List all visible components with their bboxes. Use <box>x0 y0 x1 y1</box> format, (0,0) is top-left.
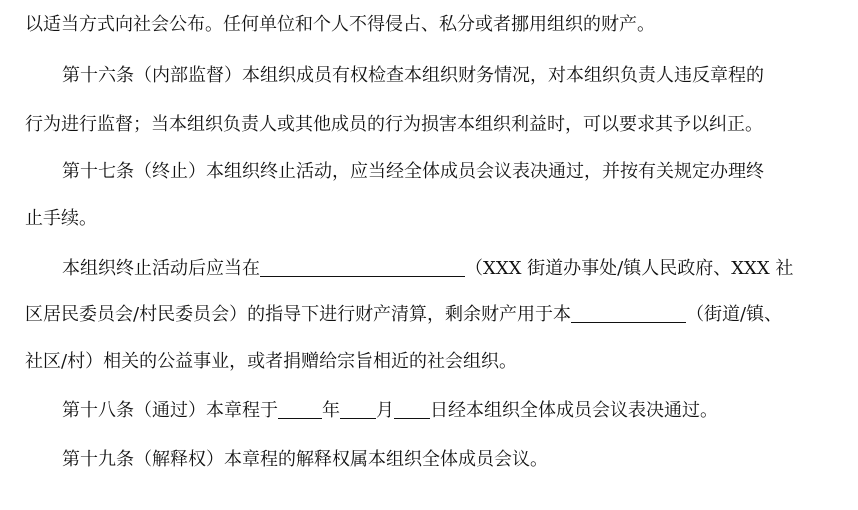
text-segment: （街道/镇、 <box>686 304 783 325</box>
text-line: 第十七条（终止）本组织终止活动，应当经全体成员会议表决通过，并按有关规定办理终 <box>62 161 764 182</box>
article-16-line-1 <box>62 64 764 88</box>
text-segment: （XXX 街道办事处/镇人民政府、XXX 社 <box>465 258 794 279</box>
article-17-line-1 <box>62 160 764 184</box>
month-label: 月 <box>376 400 394 421</box>
article-17-line-2 <box>25 207 97 231</box>
blank-underline-month <box>340 400 376 419</box>
blank-underline-locality <box>571 304 686 323</box>
article-19-line <box>62 448 548 472</box>
text-line: 行为进行监督；当本组织负责人或其他成员的行为损害本组织利益时，可以要求其予以纠正。 <box>25 114 763 135</box>
termination-line-3 <box>25 350 517 374</box>
text-segment: 本组织终止活动后应当在 <box>62 258 260 279</box>
paragraph-public-disclosure-line <box>25 13 655 37</box>
termination-line-1 <box>62 257 793 281</box>
blank-underline-organization <box>260 258 465 277</box>
termination-line-2 <box>25 303 782 327</box>
blank-underline-day <box>394 400 430 419</box>
text-line: 第十六条（内部监督）本组织成员有权检查本组织财务情况，对本组织负责人违反章程的 <box>62 65 764 86</box>
text-segment: 第十八条（通过）本章程于 <box>62 400 278 421</box>
year-label: 年 <box>322 400 340 421</box>
text-segment: 区居民委员会/村民委员会）的指导下进行财产清算，剩余财产用于本 <box>25 304 572 325</box>
text-line: 第十九条（解释权）本章程的解释权属本组织全体成员会议。 <box>62 449 548 470</box>
text-line: 社区/村）相关的公益事业，或者捐赠给宗旨相近的社会组织。 <box>25 351 518 372</box>
article-18-line <box>62 399 718 423</box>
text-line: 止手续。 <box>25 208 97 229</box>
text-line: 以适当方式向社会公布。任何单位和个人不得侵占、私分或者挪用组织的财产。 <box>25 14 655 35</box>
blank-underline-year <box>278 400 322 419</box>
article-16-line-2 <box>25 113 763 137</box>
text-segment: 日经本组织全体成员会议表决通过。 <box>430 400 718 421</box>
